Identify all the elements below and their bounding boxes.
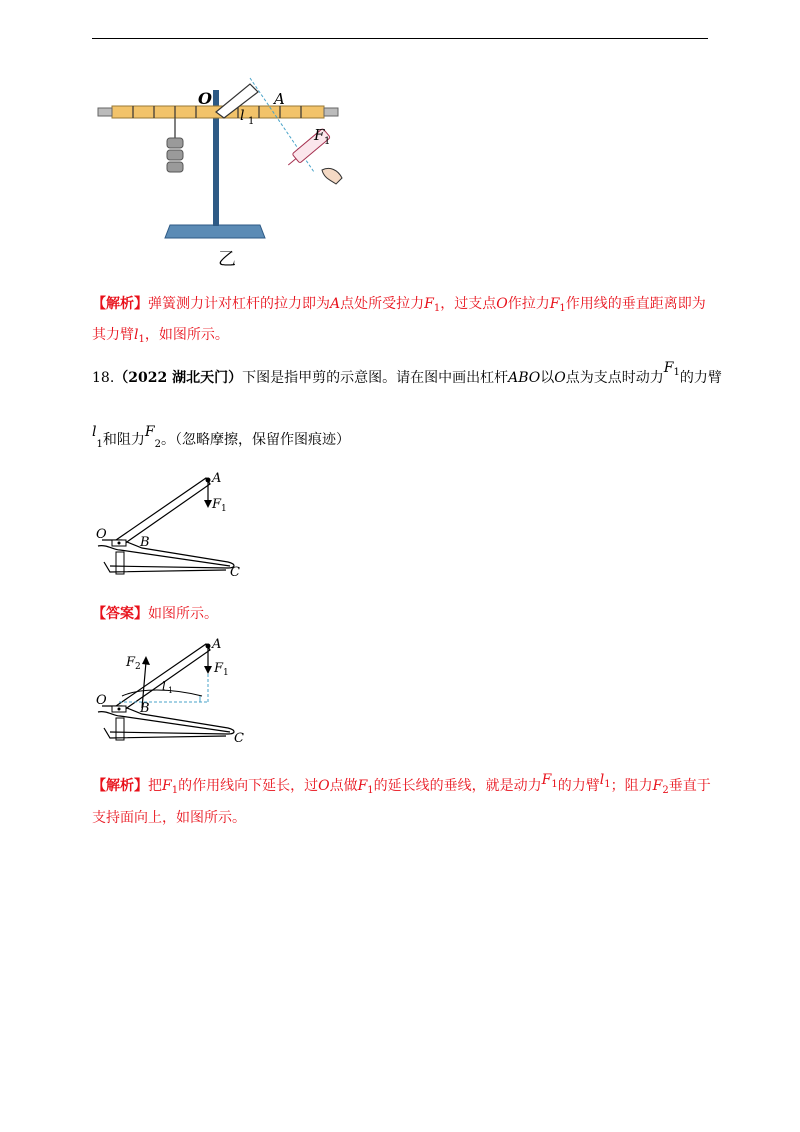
label-F2: F — [126, 655, 136, 670]
label-B: B — [140, 535, 150, 550]
point-A — [206, 478, 211, 483]
analysis-tag: 【解析】 — [92, 296, 148, 312]
answer-line: 【答案】如图所示。 — [92, 606, 218, 622]
pivot-O — [118, 708, 121, 711]
stand-base — [165, 225, 265, 238]
analysis2-line1: 【解析】把$F_1$的作用线向下延长，过O点做$F_1$的延长线的垂线，就是动力$F_1$的力臂$l_1$；阻力$F_2$垂直于 — [92, 772, 711, 796]
label-l1-sub: 1 — [168, 686, 174, 695]
clipper-jaw-edge — [98, 546, 230, 566]
label-C: C — [234, 731, 244, 746]
question-18-line1: 18.（2022 湖北天门）下图是指甲剪的示意图。请在图中画出杠杆ABO以O点为支点时动力$F_1$的力臂 — [92, 360, 722, 386]
force-F1-arrow — [204, 500, 212, 508]
header-rule — [92, 38, 708, 39]
label-A: A — [274, 90, 285, 108]
question-18-line2: $l_1$和阻力$F_2$。（忽略摩擦，保留作图痕迹） — [92, 424, 350, 450]
label-B: B — [140, 701, 150, 716]
clipper-lever — [116, 644, 210, 710]
label-O: O — [96, 693, 107, 708]
point-A — [206, 644, 211, 649]
right-screw — [324, 108, 338, 116]
label-l-sub: 1 — [248, 116, 255, 127]
label-F1: F — [214, 661, 224, 676]
label-F-sub: 1 — [324, 136, 331, 147]
analysis-tag: 【解析】 — [92, 778, 148, 794]
force-F2-arrow — [142, 656, 150, 665]
analysis2-line2: 支持面向上，如图所示。 — [92, 810, 246, 826]
pivot-O — [118, 542, 121, 545]
clipper-jaw-edge — [98, 712, 230, 732]
label-C: C — [230, 565, 240, 580]
label-F1-sub: 1 — [221, 504, 227, 514]
label-F2-sub: 2 — [135, 662, 141, 672]
label-O: O — [96, 527, 107, 542]
lever-figure-yi — [90, 60, 360, 270]
label-l: l — [240, 108, 245, 124]
answer-figure — [90, 630, 260, 755]
rivet — [116, 552, 124, 574]
clipper-lever — [116, 478, 210, 544]
force-F1-arrow — [204, 666, 212, 674]
analysis1-line2: 其力臂$l_1$，如图所示。 — [92, 327, 229, 345]
label-F1: F — [212, 497, 222, 512]
analysis1-line1: 【解析】弹簧测力计对杠杆的拉力即为A点处所受拉力$F_1$，过支点O作拉力$F_1$作用线的垂直距离即为 — [92, 296, 706, 314]
label-F: F — [314, 126, 325, 144]
answer-tag: 【答案】 — [92, 606, 148, 622]
label-A: A — [212, 637, 222, 652]
label-l1: l — [162, 679, 166, 693]
label-F1-sub: 1 — [223, 668, 229, 678]
left-screw — [98, 108, 112, 116]
hand — [322, 168, 342, 184]
weights — [167, 138, 183, 172]
label-O: O — [198, 89, 212, 108]
rivet — [116, 718, 124, 740]
figure-caption: 乙 — [218, 249, 236, 270]
label-A: A — [212, 471, 222, 486]
nail-clipper-figure — [90, 470, 250, 580]
